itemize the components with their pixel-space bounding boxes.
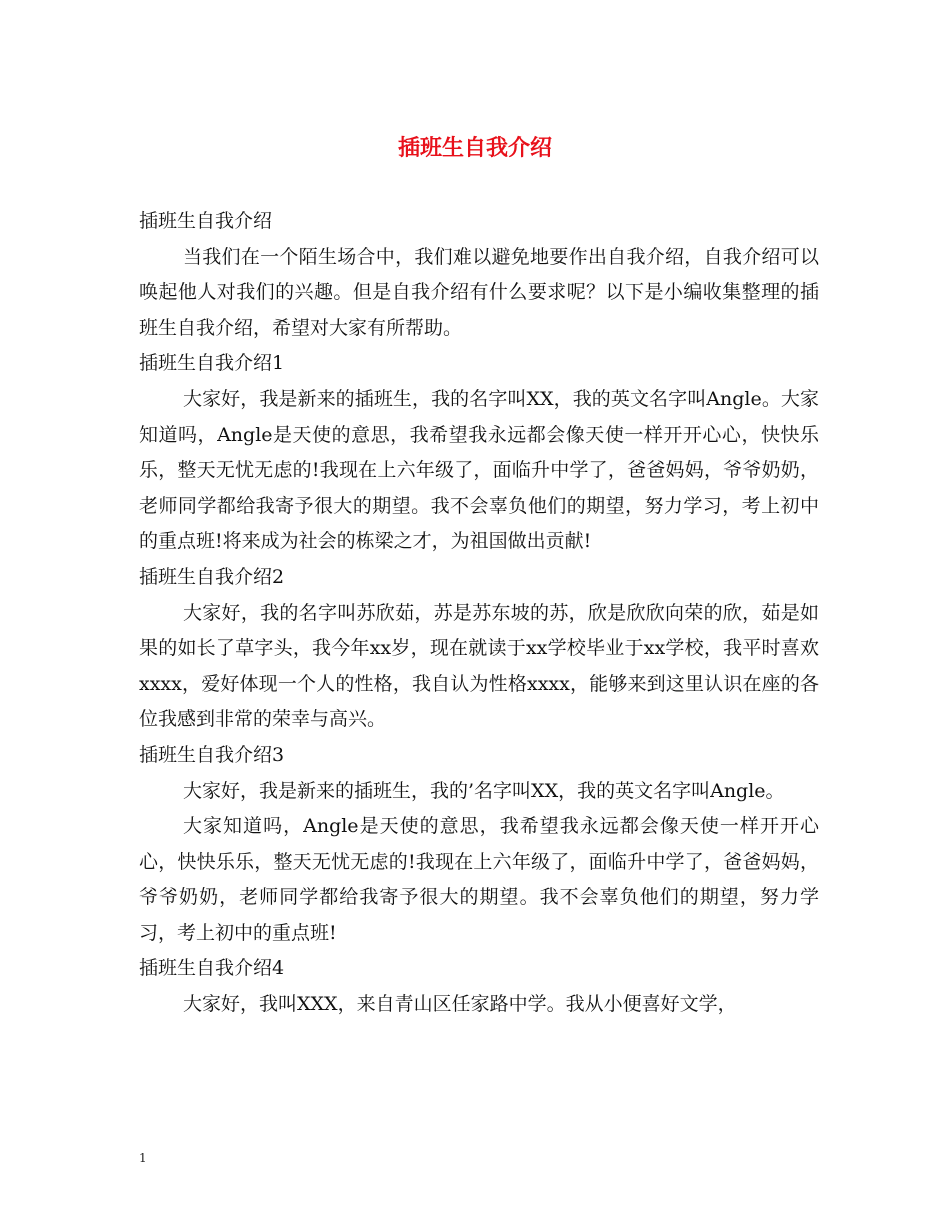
section-heading-1: 插班生自我介绍1 <box>139 352 285 375</box>
intro-paragraph: 当我们在一个陌生场合中，我们难以避免地要作出自我介绍，自我介绍可以唤起他人对我们的兴趣。但是自我介绍有什么要求呢？以下是小编收集整理的插班生自我介绍，希望对大家有所帮助。 <box>139 245 819 339</box>
section-heading: 插班生自我介绍 <box>139 210 273 232</box>
section-4-paragraph: 大家好，我叫XXX，来自青山区任家路中学。我从小便喜好文学， <box>183 993 737 1016</box>
page-number: 1 <box>139 1151 147 1165</box>
document-body <box>139 204 819 1023</box>
section-1-paragraph: 大家好，我是新来的插班生，我的名字叫XX，我的英文名字叫Angle。大家知道吗，Angle是天使的意思，我希望我永远都会像天使一样开开心心，快快乐乐，整天无忧无虑的!我现在上六年级了，面临升中学了，爸爸妈妈，爷爷奶奶，老师同学都给我寄予很大的期望。我不会辜负他们的期望，努力学习，考上初中的重点班!将来成为社会的栋梁之才，为祖国做出贡献! <box>139 387 819 553</box>
section-3-paragraph-1: 大家好，我是新来的插班生，我的’名字叫XX，我的英文名字叫Angle。 <box>183 779 785 802</box>
document-title: 插班生自我介绍 <box>397 135 552 161</box>
section-2-paragraph: 大家好，我的名字叫苏欣茹，苏是苏东坡的苏，欣是欣欣向荣的欣，茹是如果的如长了草字头，我今年xx岁，现在就读于xx学校毕业于xx学校，我平时喜欢xxxx，爱好体现一个人的性格，我自认为性格xxxx，能够来到这里认识在座的各位我感到非常的荣幸与高兴。 <box>139 601 819 731</box>
section-heading-4: 插班生自我介绍4 <box>139 957 285 980</box>
section-3-paragraph-2: 大家知道吗，Angle是天使的意思，我希望我永远都会像天使一样开开心心，快快乐乐，整天无忧无虑的!我现在上六年级了，面临升中学了，爸爸妈妈，爷爷奶奶，老师同学都给我寄予很大的期望。我不会辜负他们的期望，努力学习，考上初中的重点班! <box>139 815 819 944</box>
section-heading-2: 插班生自我介绍2 <box>139 565 285 588</box>
section-heading-3: 插班生自我介绍3 <box>139 743 285 766</box>
